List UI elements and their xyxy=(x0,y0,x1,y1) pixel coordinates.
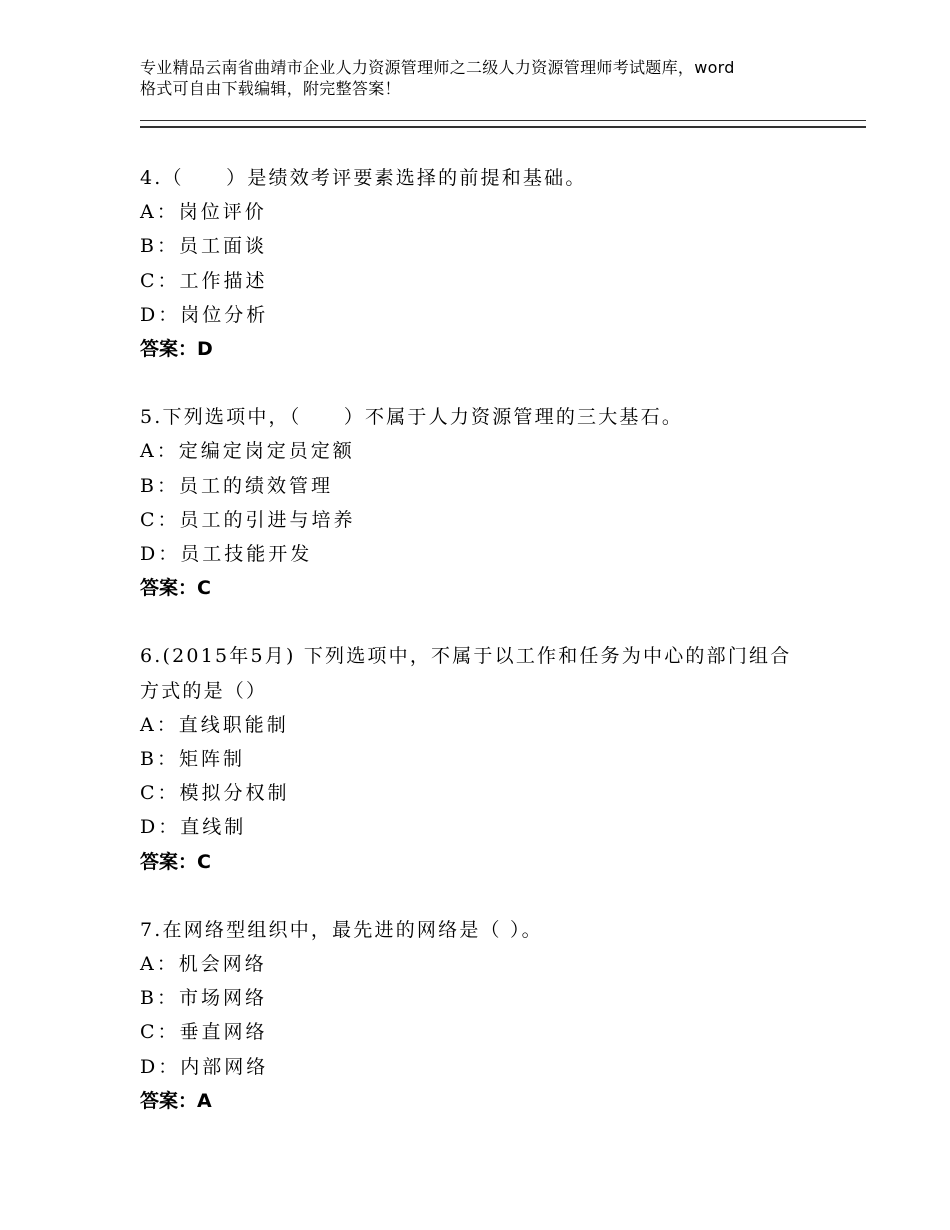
answer-label: 答案： xyxy=(140,338,198,361)
option-a: A：直线职能制 xyxy=(140,713,289,736)
option-b: B：市场网络 xyxy=(140,987,267,1010)
answer xyxy=(140,845,860,879)
option-b: B：员工面谈 xyxy=(140,235,267,258)
answer-label: 答案： xyxy=(140,577,198,600)
header-line-2: 格式可自由下载编辑，附完整答案！ xyxy=(140,79,401,98)
header-divider xyxy=(140,120,866,128)
question-stem: 4.（ ）是绩效考评要素选择的前提和基础。 xyxy=(140,167,587,189)
answer xyxy=(140,332,860,366)
answer xyxy=(140,1084,860,1118)
option-d: D：员工技能开发 xyxy=(140,543,313,566)
question-stem: 5.下列选项中，（ ）不属于人力资源管理的三大基石。 xyxy=(140,406,684,429)
document-header xyxy=(140,57,840,99)
answer-value: D xyxy=(197,338,213,361)
option-a: A：定编定岗定员定额 xyxy=(140,440,355,463)
question-list xyxy=(140,161,860,1152)
question-stem-continued: 方式的是（） xyxy=(140,679,268,702)
question-7 xyxy=(140,913,860,1118)
option-c: C：模拟分权制 xyxy=(140,782,290,805)
option-b: B：矩阵制 xyxy=(140,748,245,771)
option-c: C：员工的引进与培养 xyxy=(140,508,356,531)
question-stem: 7.在网络型组织中，最先进的网络是（ ）。 xyxy=(140,918,543,941)
answer-label: 答案： xyxy=(140,1089,198,1112)
option-d: D：内部网络 xyxy=(140,1055,269,1078)
option-d: D：岗位分析 xyxy=(140,303,269,326)
option-b: B：员工的绩效管理 xyxy=(140,474,333,497)
question-6 xyxy=(140,639,860,878)
option-a: A：岗位评价 xyxy=(140,201,267,224)
option-d: D：直线制 xyxy=(140,816,247,839)
answer-value: C xyxy=(197,577,211,600)
option-c: C：垂直网络 xyxy=(140,1021,268,1044)
question-5 xyxy=(140,400,860,605)
answer xyxy=(140,571,860,605)
answer-value: C xyxy=(197,850,211,873)
option-c: C：工作描述 xyxy=(140,269,268,292)
question-stem: 6.(2015年5月) 下列选项中，不属于以工作和任务为中心的部门组合 xyxy=(140,645,792,668)
option-a: A：机会网络 xyxy=(140,953,267,976)
header-line-1: 专业精品云南省曲靖市企业人力资源管理师之二级人力资源管理师考试题库，word xyxy=(140,58,735,77)
answer-value: A xyxy=(197,1089,212,1112)
question-4 xyxy=(140,161,860,366)
answer-label: 答案： xyxy=(140,850,198,873)
